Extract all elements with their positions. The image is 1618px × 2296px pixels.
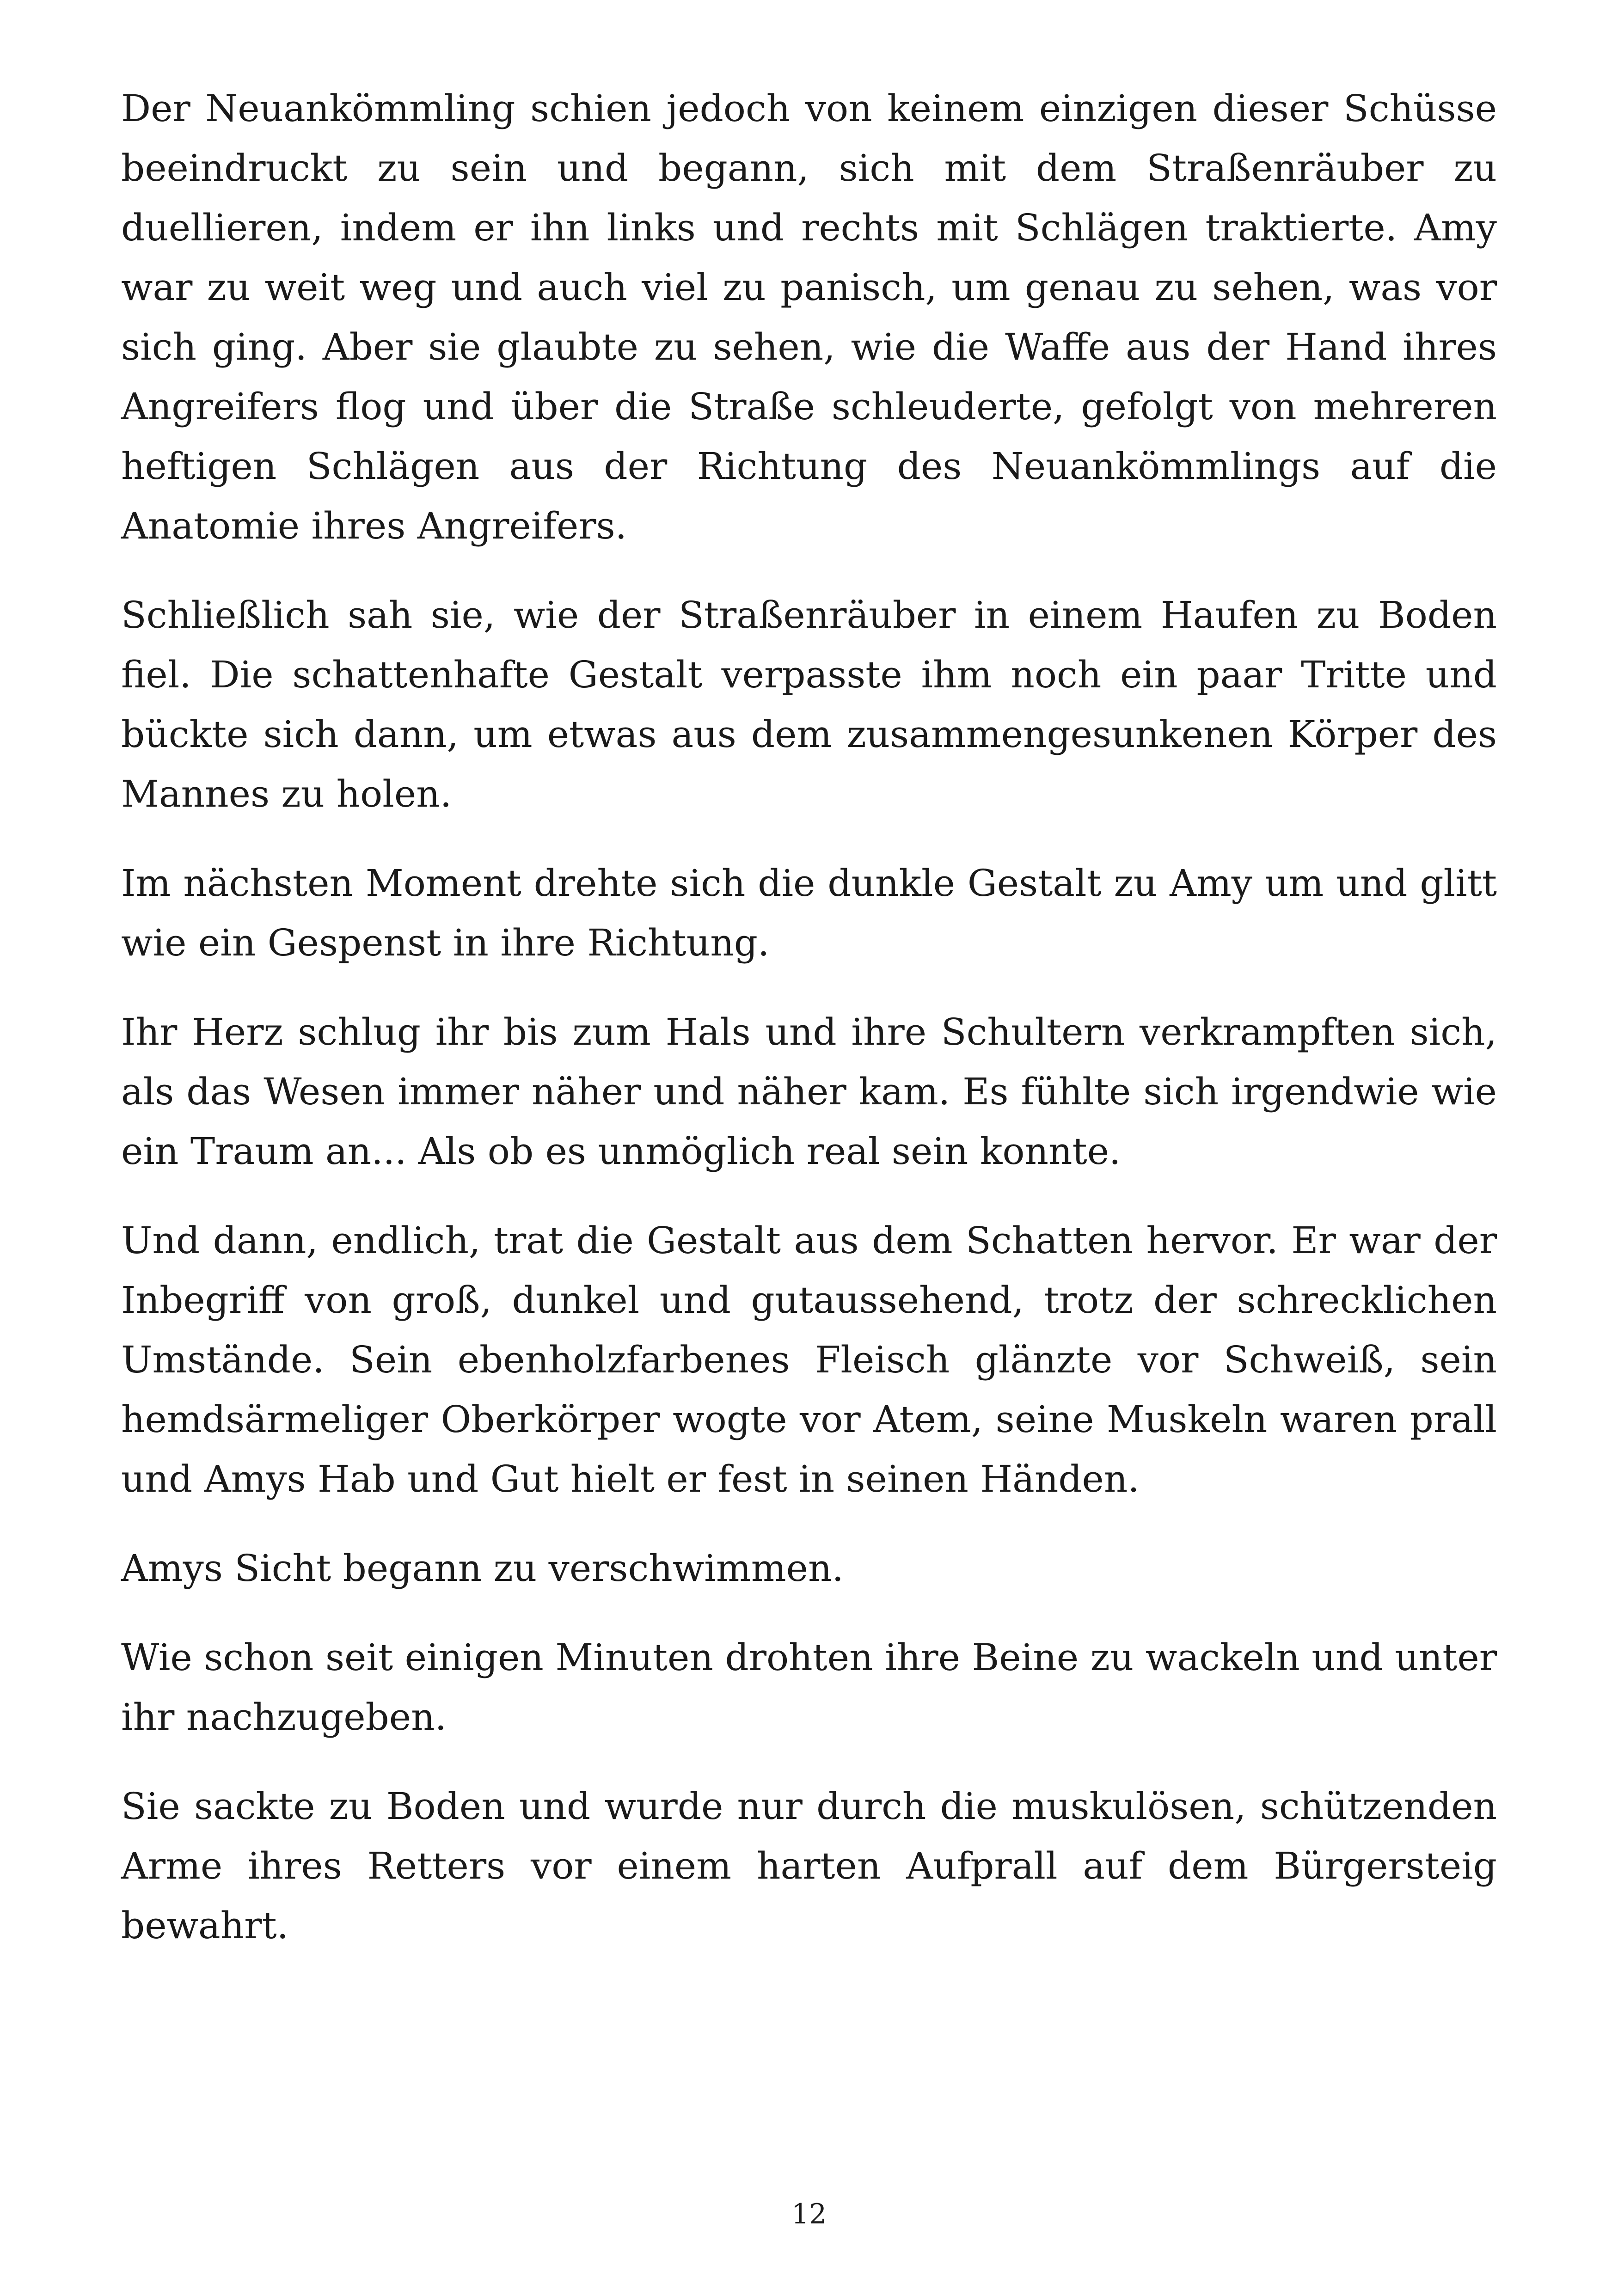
paragraph: Amys Sicht begann zu verschwimmen.	[121, 1547, 844, 1590]
paragraph: Wie schon seit einigen Minuten drohten ihre Beine zu wackeln und unter ihr nachzugeben.	[121, 1636, 1497, 1739]
paragraph: Der Neuankömmling schien jedoch von keinem einzigen dieser Schüsse beeindruckt zu sein und begann, sich mit dem Straßenräuber zu duellieren, indem er ihn links und rechts mit Schlägen traktierte. Amy war zu weit weg und auch viel zu panisch, um genau zu sehen, was vor sich ging. Aber sie glaubte zu sehen, wie die Waffe aus der Hand ihres Angreifers flog und über die Straße schleuderte, gefolgt von mehreren heftigen Schlägen aus der Richtung des Neuankömmlings auf die Anatomie ihres Angreifers.	[121, 87, 1497, 547]
paragraph: Im nächsten Moment drehte sich die dunkle Gestalt zu Amy um und glitt wie ein Gespenst in ihre Richtung.	[121, 862, 1497, 964]
paragraph: Schließlich sah sie, wie der Straßenräuber in einem Haufen zu Boden fiel. Die schattenhafte Gestalt verpasste ihm noch ein paar Tritte und bückte sich dann, um etwas aus dem zusammengesunkenen Körper des Mannes zu holen.	[121, 594, 1497, 815]
page-number: 12	[791, 2198, 827, 2230]
paragraph: Ihr Herz schlug ihr bis zum Hals und ihre Schultern verkrampften sich, als das Wesen immer näher und näher kam. Es fühlte sich irgendwie wie ein Traum an... Als ob es unmöglich real sein konnte.	[121, 1010, 1497, 1173]
body-text	[121, 79, 1497, 1955]
paragraph: Sie sackte zu Boden und wurde nur durch die muskulösen, schützenden Arme ihres Retters vor einem harten Aufprall auf dem Bürgersteig bewahrt.	[121, 1785, 1497, 1947]
paragraph: Und dann, endlich, trat die Gestalt aus dem Schatten hervor. Er war der Inbegriff von groß, dunkel und gutaussehend, trotz der schrecklichen Umstände. Sein ebenholzfarbenes Fleisch glänzte vor Schweiß, sein hemdsärmeliger Oberkörper wogte vor Atem, seine Muskeln waren prall und Amys Hab und Gut hielt er fest in seinen Händen.	[121, 1219, 1497, 1500]
